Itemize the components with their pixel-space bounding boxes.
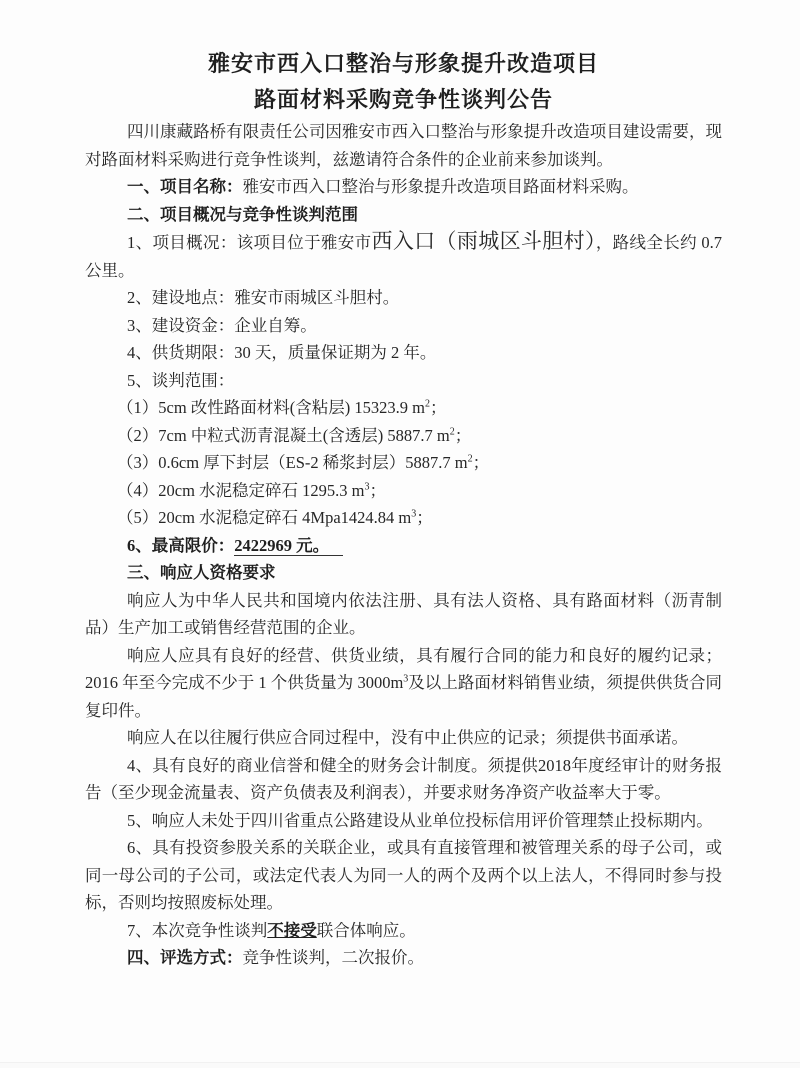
scope-item-tail: ； bbox=[416, 508, 433, 527]
scope-item-tail: ； bbox=[472, 453, 490, 472]
item1-prefix: 1、项目概况：该项目位于雅安市 bbox=[127, 233, 372, 252]
section3-paragraph3: 响应人在以往履行供应合同过程中，没有中止供应的记录；须提供书面承诺。 bbox=[127, 728, 688, 747]
intro-paragraph: 四川康藏路桥有限责任公司因雅安市西入口整治与形象提升改造项目建设需要，现对路面材料采购进行竞争性谈判，兹邀请符合条件的企业前来参加谈判。 bbox=[85, 122, 722, 169]
section2-item3: 3、建设资金：企业自筹。 bbox=[127, 315, 317, 335]
max-price-label: 6、最高限价： bbox=[127, 535, 235, 555]
section1-line bbox=[85, 173, 722, 201]
unit-superscript: 2 bbox=[467, 453, 473, 465]
scope-item-1 bbox=[85, 394, 722, 422]
section1-label: 一、项目名称： bbox=[127, 177, 243, 196]
document-title-line1: 雅安市西入口整治与形象提升改造项目 bbox=[207, 51, 599, 76]
paragraph2-before: 响应人应具有良好的经营、供货业绩，具有履行合同的能力和良好的履约记录；2016 年至今完成不少于 1 个供货量为 3000m bbox=[85, 645, 722, 692]
section2-item6-max-price bbox=[85, 532, 722, 560]
unit-superscript: 3 bbox=[411, 508, 417, 520]
section2-item1 bbox=[85, 228, 722, 284]
document-title-line2: 路面材料采购竞争性谈判公告 bbox=[253, 87, 553, 112]
section3-heading: 三、响应人资格要求 bbox=[127, 563, 276, 582]
item1-suffix: ，路线全长约 0.7 公里。 bbox=[85, 233, 723, 280]
paragraph2-after: 及以上路面材料销售业绩，须提供供货合同复印件。 bbox=[85, 673, 722, 720]
scope-item-4 bbox=[85, 477, 722, 505]
scope-item-tail: ； bbox=[369, 480, 386, 500]
unit-superscript: 3 bbox=[403, 673, 409, 685]
item1-location-highlight: 西入口（雨城区斗胆村） bbox=[371, 229, 596, 253]
paragraph7-after: 联合体响应。 bbox=[316, 920, 416, 940]
section3-paragraph7 bbox=[85, 917, 722, 945]
section2-item5: 5、谈判范围： bbox=[127, 370, 235, 390]
section3-paragraph4: 4、具有良好的商业信誉和健全的财务会计制度。须提供2018年度经审计的财务报告（至少现金流量表、资产负债表及利润表），并要求财务净资产收益率大于零。 bbox=[85, 755, 722, 802]
unit-superscript: 2 bbox=[424, 398, 430, 410]
section4-line bbox=[85, 944, 722, 972]
paragraph7-before: 7、本次竞争性谈判 bbox=[127, 920, 268, 940]
scope-item-text: （5）20cm 水泥稳定碎石 4Mpa1424.84 m bbox=[117, 508, 412, 527]
scope-item-text: （1）5cm 改性路面材料(含粘层) 15323.9 m bbox=[117, 398, 425, 417]
unit-superscript: 3 bbox=[364, 481, 370, 492]
unit-superscript: 2 bbox=[449, 426, 455, 437]
scope-item-text: （2）7cm 中粒式沥青混凝土(含透层) 5887.7 m bbox=[117, 425, 450, 445]
section4-label: 四、评选方式： bbox=[127, 948, 243, 967]
section3-paragraph6: 6、具有投资参股关系的关联企业，或具有直接管理和被管理关系的母子公司，或同一母公司的子公司，或法定代表人为同一人的两个及两个以上法人，不得同时参与投标，否则均按照废标处理。 bbox=[85, 838, 722, 912]
section2-item4: 4、供货期限：30 天，质量保证期为 2 年。 bbox=[127, 343, 437, 362]
scope-item-text: （3）0.6cm 厚下封层（ES-2 稀浆封层）5887.7 m bbox=[117, 453, 468, 472]
page-scan-edge bbox=[0, 1062, 800, 1068]
scope-item-tail: ； bbox=[454, 425, 472, 445]
scope-item-3 bbox=[85, 449, 722, 477]
document-body bbox=[85, 118, 722, 972]
max-price-value: 2422969 元。 bbox=[234, 536, 343, 556]
section2-heading: 二、项目概况与竞争性谈判范围 bbox=[127, 204, 358, 224]
section4-text: 竞争性谈判，二次报价。 bbox=[242, 948, 424, 967]
section3-paragraph2 bbox=[85, 642, 722, 725]
scope-item-tail: ； bbox=[429, 398, 447, 417]
section2-item2: 2、建设地点：雅安市雨城区斗胆村。 bbox=[127, 288, 400, 307]
section1-text: 雅安市西入口整治与形象提升改造项目路面材料采购。 bbox=[242, 177, 639, 196]
not-accepted-emphasis: 不接受 bbox=[267, 920, 317, 940]
section3-paragraph1: 响应人为中华人民共和国境内依法注册、具有法人资格、具有路面材料（沥青制品）生产加工或销售经营范围的企业。 bbox=[85, 590, 722, 637]
scope-item-text: （4）20cm 水泥稳定碎石 1295.3 m bbox=[117, 480, 365, 500]
scope-item-5 bbox=[85, 504, 722, 532]
section3-paragraph5: 5、响应人未处于四川省重点公路建设从业单位投标信用评价管理禁止投标期内。 bbox=[127, 810, 713, 830]
scope-item-2 bbox=[85, 422, 722, 450]
